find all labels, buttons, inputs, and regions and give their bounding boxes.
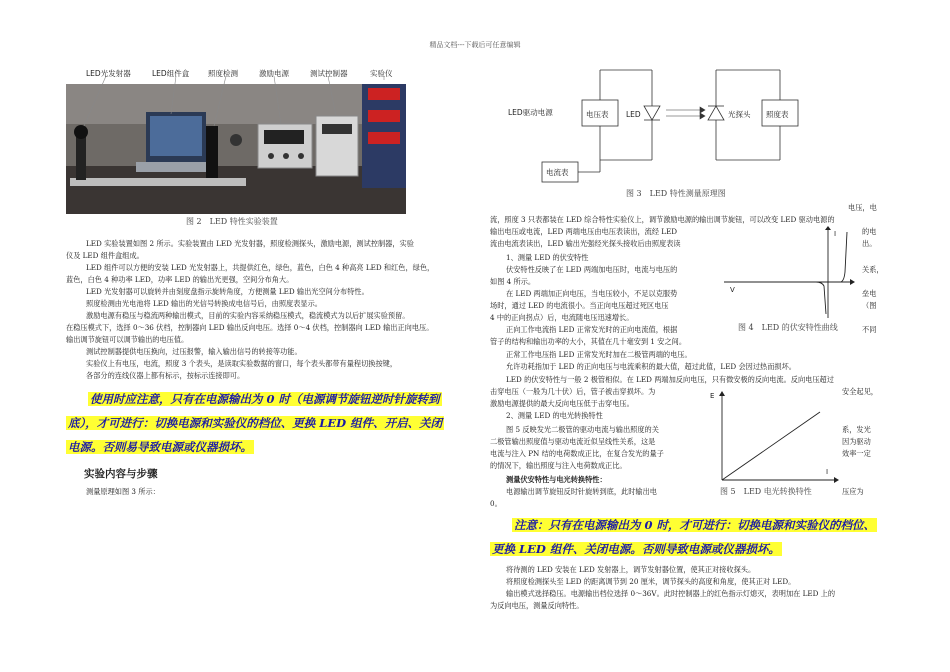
iv-y-axis-label: I	[834, 230, 837, 238]
figure-3-caption: 图 3 LED 特性测量原理图	[626, 189, 726, 198]
page-header: 精品文档---下载后可任意编辑	[429, 41, 521, 49]
photo-label-power: 激励电源	[259, 69, 289, 78]
right-r10-end: 不同	[862, 325, 877, 334]
right-step-3: 输出模式选择稳压。电源输出档位选择 0～36V。此时控制器上的红色指示灯熄灭，表明加在 LED 上的	[506, 589, 836, 598]
diagram-label-probe: 光探头	[728, 110, 751, 119]
right-r22: 测量伏安特性与电光转换特性：	[506, 475, 607, 484]
left-p8: 测量原理如图 3 所示：	[86, 487, 160, 496]
right-r8: 场时，通过 LED 的电流很小。当正向电压超过死区电压	[490, 301, 669, 310]
left-warning-line-1: 使用时应注意，只有在电源输出为 0 时（电源调节旋钮逆时针旋转到	[90, 392, 440, 406]
right-r19: 二极管输出照度值与驱动电流近似呈线性关系，这是	[490, 437, 656, 446]
eo-curve-figure	[700, 388, 840, 488]
left-warning-line-2: 底），才可进行：切换电源和实验仪的档位、更换 LED 组件、开启、关闭	[68, 416, 443, 430]
photo-label-module-box: LED组件盒	[152, 69, 190, 78]
eo-y-axis-label: E	[710, 392, 715, 400]
diagram-label-ammeter: 电流表	[546, 168, 569, 177]
right-step-2: 将照度检测探头至 LED 的距离调节到 20 厘米，调节探头的高度和角度，使其正对 LED。	[506, 577, 796, 586]
right-r19-end: 因为驱动	[842, 437, 871, 446]
right-r5: 伏安特性反映了在 LED 两端加电压时，电流与电压的	[506, 265, 678, 274]
right-r5-end: 关系，	[862, 265, 884, 274]
right-step-4: 为反向电压，测量反向特性。	[490, 601, 584, 610]
right-step-1: 将待测的 LED 安装在 LED 发射器上，调节发射器位置，使其正对接收探头。	[506, 565, 756, 574]
right-r12: 正常工作电压指 LED 正常发光时加在二极管两端的电压。	[506, 350, 692, 359]
right-r11: 管子的结构和输出功率的大小，其值在几十毫安到 1 安之间。	[490, 337, 687, 346]
diagram-label-voltmeter: 电压表	[586, 110, 609, 119]
left-p2: LED 组件可以方便的安装 LED 光发射器上，共提供红色，绿色，蓝色，白色 4 种高亮 LED 和红色，绿色，	[86, 263, 435, 272]
right-r15: 击穿电压（一般为几十伏）后，管子被击穿损坏。为	[490, 387, 656, 396]
right-r20: 电流与注入 PN 结的电荷数成正比，在复合发光的量子	[490, 449, 664, 458]
iv-x-axis-label: V	[730, 286, 735, 294]
right-r8-end: （图	[862, 301, 877, 310]
photo-label-emitter: LED光发射器	[86, 69, 131, 78]
right-r20-end: 效率一定	[842, 449, 871, 458]
right-r13: 允许功耗指加于 LED 的正向电压与电流乘积的最大值，超过此值，LED 会因过热而损坏。	[506, 362, 796, 371]
right-r21: 的情况下，输出照度与注入电荷数成正比。	[490, 461, 627, 470]
left-p2b: 蓝色，白色 4 种功率 LED，功率 LED 的输出光更强，空间分布角大。	[66, 275, 294, 284]
left-p1b: 仪及 LED 组件盒组成。	[66, 251, 144, 260]
right-r9: 4 中的正向拐点）后，电流随电压迅速增长。	[490, 313, 634, 322]
left-p5c: 输出调节旋钮可以调节输出的电压值。	[66, 335, 189, 344]
circuit-diagram	[506, 60, 866, 190]
right-r24: 0。	[490, 499, 502, 508]
right-r3: 流由电流表读出，LED 输出光强经光探头接收后由照度表读	[490, 239, 681, 248]
left-p5b: 在稳压模式下，选择 0～36 伏档，控制器向 LED 输出反向电压。选择 0～4 伏档，控制器向 LED 输出正向电压。	[66, 323, 434, 332]
left-warning-line-3: 电源。否则易导致电源或仪器损坏。	[68, 440, 252, 454]
right-r4: 1、测量 LED 的伏安特性	[506, 253, 589, 262]
figure-4-caption: 图 4 LED 的伏安特性曲线	[738, 323, 838, 332]
diagram-label-driver: LED驱动电源	[508, 108, 553, 117]
left-p1: LED 实验装置如图 2 所示。实验装置由 LED 光发射器，照度检测探头，激励电源，测试控制器，实验	[86, 239, 414, 248]
right-r16: 激励电源提供的最大反向电压低于击穿电压。	[490, 399, 634, 408]
right-r23: 电源输出调节旋钮反时针旋转到底，此时输出电	[506, 487, 657, 496]
left-p6: 测试控制器提供电压换向，过压报警，输入输出信号的转接等功能。	[86, 347, 302, 356]
right-r6: 如图 4 所示。	[490, 277, 536, 286]
iv-curve-figure	[716, 226, 856, 322]
left-p7: 实验仪上有电压，电流，照度 3 个表头，是读取实验数据的窗口，每个表头都带有量程切换按键，	[86, 359, 398, 368]
right-r2: 输出电压或电流，LED 两端电压由电压表读出，流经 LED	[490, 227, 678, 236]
diagram-label-led: LED	[626, 110, 641, 119]
right-r3-end: 出。	[862, 239, 877, 248]
left-p7b: 各部分的连线仪器上都有标示，按标示连接即可。	[86, 371, 245, 380]
right-r10: 正向工作电流指 LED 正常发光时的正向电流值，根据	[506, 325, 678, 334]
right-r0: 电压，电	[848, 203, 877, 212]
right-r1: 流，照度 3 只表都装在 LED 综合特性实验仪上，调节激励电源的输出调节旋钮，可以改变 LED 驱动电源的	[490, 215, 835, 224]
equipment-photo	[66, 66, 406, 214]
left-p4: 照度检测由光电池将 LED 输出的光信号转换成电信号后，由照度表显示。	[86, 299, 322, 308]
right-warning-line-2: 更换 LED 组件、关闭电源。否则导致电源或仪器损坏。	[492, 542, 780, 556]
right-r2-end: 的电	[862, 227, 877, 236]
right-r18-end: 系，发光	[842, 425, 871, 434]
right-r18: 图 5 反映发光二极管的驱动电流与输出照度的关	[506, 425, 659, 434]
right-r17: 2、测量 LED 的电光转换特性	[506, 411, 603, 420]
figure-5-caption: 图 5 LED 电光转换特性	[720, 487, 812, 496]
right-r7: 在 LED 两端加正向电压，当电压较小，不足以克服势	[506, 289, 678, 298]
section-heading: 实验内容与步骤	[84, 468, 158, 480]
left-p5: 激励电源有稳压与稳流两种输出模式，目前的实验内容采纳稳压模式，稳流模式为以后扩展实验预留。	[86, 311, 410, 320]
right-r23-end: 压应为	[842, 487, 864, 496]
right-warning-line-1: 注意：只有在电源输出为 0 时，才可进行：切换电源和实验仪的档位、	[514, 518, 876, 532]
diagram-label-lux-meter: 照度表	[766, 110, 789, 119]
right-r15-end: 安全起见，	[842, 387, 878, 396]
photo-label-detector: 照度检测	[208, 69, 238, 78]
right-r7-end: 垒电	[862, 289, 877, 298]
left-p3: LED 光发射器可以旋转并由刻度盘指示旋转角度，方便测量 LED 输出光空间分布特性。	[86, 287, 369, 296]
photo-label-controller: 测试控制器	[310, 69, 348, 78]
photo-label-instrument: 实验仪	[370, 69, 393, 78]
figure-2-caption: 图 2 LED 特性实验装置	[186, 217, 278, 226]
eo-x-axis-label: I	[826, 468, 829, 476]
right-r14: LED 的伏安特性与一般 2 极管相似。在 LED 两端加反向电压，只有微安极的反向电流。反向电压超过	[506, 375, 834, 384]
